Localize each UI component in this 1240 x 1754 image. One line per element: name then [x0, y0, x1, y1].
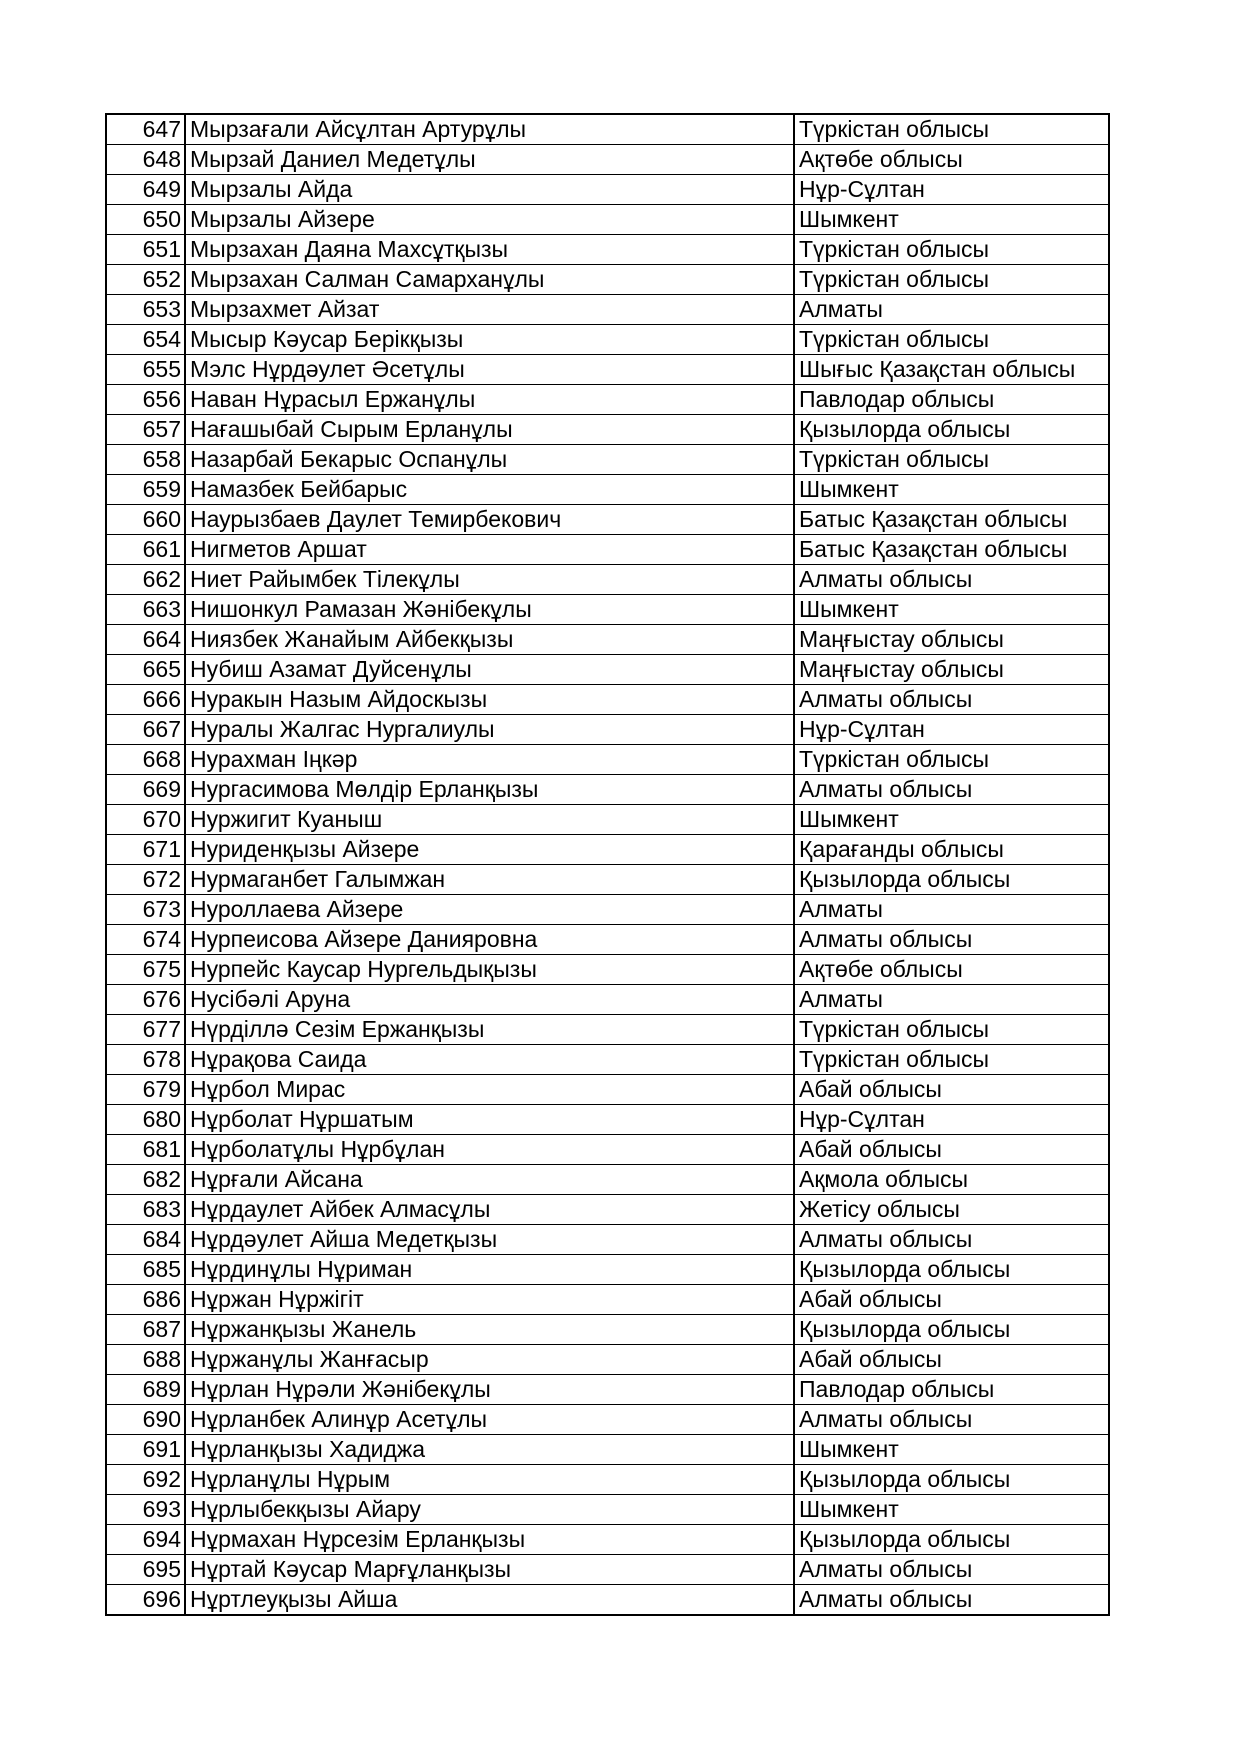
region-cell: Қызылорда облысы — [794, 415, 1109, 445]
row-number-cell: 686 — [106, 1285, 185, 1315]
full-name-cell: Нұрланқызы Хадиджа — [185, 1435, 794, 1465]
roster-table — [105, 113, 1110, 1616]
table-row — [106, 565, 1109, 595]
full-name-cell: Нұрақова Саида — [185, 1045, 794, 1075]
row-number-cell: 673 — [106, 895, 185, 925]
table-row — [106, 295, 1109, 325]
table-row — [106, 1405, 1109, 1435]
table-row — [106, 475, 1109, 505]
full-name-cell: Нуриденқызы Айзере — [185, 835, 794, 865]
region-cell: Нұр-Сұлтан — [794, 175, 1109, 205]
full-name-cell: Нұрдәулет Айша Медетқызы — [185, 1225, 794, 1255]
table-row — [106, 1045, 1109, 1075]
region-cell: Ақмола облысы — [794, 1165, 1109, 1195]
table-row — [106, 955, 1109, 985]
table-row — [106, 415, 1109, 445]
region-cell: Нұр-Сұлтан — [794, 1105, 1109, 1135]
full-name-cell: Нұртай Кәусар Марғұланқызы — [185, 1555, 794, 1585]
row-number-cell: 650 — [106, 205, 185, 235]
table-row — [106, 1015, 1109, 1045]
table-row — [106, 205, 1109, 235]
row-number-cell: 648 — [106, 145, 185, 175]
row-number-cell: 657 — [106, 415, 185, 445]
row-number-cell: 664 — [106, 625, 185, 655]
table-row — [106, 1165, 1109, 1195]
row-number-cell: 652 — [106, 265, 185, 295]
row-number-cell: 656 — [106, 385, 185, 415]
table-row — [106, 1525, 1109, 1555]
full-name-cell: Ниет Райымбек Тілекұлы — [185, 565, 794, 595]
table-row — [106, 775, 1109, 805]
row-number-cell: 676 — [106, 985, 185, 1015]
row-number-cell: 672 — [106, 865, 185, 895]
full-name-cell: Мырзай Даниел Медетұлы — [185, 145, 794, 175]
full-name-cell: Мырзахан Салман Самарханұлы — [185, 265, 794, 295]
region-cell: Түркістан облысы — [794, 445, 1109, 475]
full-name-cell: Мырзалы Айзере — [185, 205, 794, 235]
region-cell: Шымкент — [794, 1495, 1109, 1525]
region-cell: Қызылорда облысы — [794, 1315, 1109, 1345]
region-cell: Шымкент — [794, 1435, 1109, 1465]
full-name-cell: Нұрланұлы Нұрым — [185, 1465, 794, 1495]
region-cell: Түркістан облысы — [794, 1015, 1109, 1045]
full-name-cell: Нигметов Аршат — [185, 535, 794, 565]
table-row — [106, 505, 1109, 535]
table-row — [106, 535, 1109, 565]
row-number-cell: 666 — [106, 685, 185, 715]
row-number-cell: 647 — [106, 114, 185, 145]
row-number-cell: 651 — [106, 235, 185, 265]
table-row — [106, 1135, 1109, 1165]
full-name-cell: Нағашыбай Сырым Ерланұлы — [185, 415, 794, 445]
region-cell: Маңғыстау облысы — [794, 625, 1109, 655]
full-name-cell: Нишонкул Рамазан Жәнібекұлы — [185, 595, 794, 625]
region-cell: Абай облысы — [794, 1285, 1109, 1315]
full-name-cell: Назарбай Бекарыс Оспанұлы — [185, 445, 794, 475]
full-name-cell: Нұрғали Айсана — [185, 1165, 794, 1195]
row-number-cell: 663 — [106, 595, 185, 625]
table-row — [106, 1315, 1109, 1345]
region-cell: Алматы облысы — [794, 925, 1109, 955]
region-cell: Алматы облысы — [794, 1555, 1109, 1585]
full-name-cell: Нұрдинұлы Нұриман — [185, 1255, 794, 1285]
region-cell: Алматы облысы — [794, 1225, 1109, 1255]
full-name-cell: Нұрбол Мирас — [185, 1075, 794, 1105]
region-cell: Павлодар облысы — [794, 385, 1109, 415]
full-name-cell: Мырзалы Айда — [185, 175, 794, 205]
table-row — [106, 1345, 1109, 1375]
full-name-cell: Мырзахмет Айзат — [185, 295, 794, 325]
table-row — [106, 114, 1109, 145]
full-name-cell: Нуракын Назым Айдоскызы — [185, 685, 794, 715]
full-name-cell: Мырзағали Айсұлтан Артурұлы — [185, 114, 794, 145]
region-cell: Батыс Қазақстан облысы — [794, 535, 1109, 565]
row-number-cell: 693 — [106, 1495, 185, 1525]
row-number-cell: 688 — [106, 1345, 185, 1375]
row-number-cell: 675 — [106, 955, 185, 985]
table-row — [106, 625, 1109, 655]
region-cell: Абай облысы — [794, 1345, 1109, 1375]
region-cell: Алматы облысы — [794, 685, 1109, 715]
full-name-cell: Нусібәлі Аруна — [185, 985, 794, 1015]
table-row — [106, 715, 1109, 745]
table-row — [106, 1435, 1109, 1465]
region-cell: Шымкент — [794, 805, 1109, 835]
row-number-cell: 679 — [106, 1075, 185, 1105]
row-number-cell: 658 — [106, 445, 185, 475]
full-name-cell: Нубиш Азамат Дуйсенұлы — [185, 655, 794, 685]
table-row — [106, 1375, 1109, 1405]
row-number-cell: 649 — [106, 175, 185, 205]
full-name-cell: Нурахман Іңкәр — [185, 745, 794, 775]
table-row — [106, 805, 1109, 835]
row-number-cell: 696 — [106, 1585, 185, 1616]
region-cell: Алматы — [794, 895, 1109, 925]
table-row — [106, 1285, 1109, 1315]
region-cell: Түркістан облысы — [794, 265, 1109, 295]
region-cell: Түркістан облысы — [794, 325, 1109, 355]
row-number-cell: 674 — [106, 925, 185, 955]
row-number-cell: 662 — [106, 565, 185, 595]
region-cell: Түркістан облысы — [794, 235, 1109, 265]
row-number-cell: 668 — [106, 745, 185, 775]
region-cell: Қызылорда облысы — [794, 1525, 1109, 1555]
region-cell: Абай облысы — [794, 1075, 1109, 1105]
table-row — [106, 265, 1109, 295]
row-number-cell: 660 — [106, 505, 185, 535]
region-cell: Шымкент — [794, 205, 1109, 235]
row-number-cell: 691 — [106, 1435, 185, 1465]
full-name-cell: Нұрлыбекқызы Айару — [185, 1495, 794, 1525]
region-cell: Шымкент — [794, 475, 1109, 505]
region-cell: Алматы облысы — [794, 1405, 1109, 1435]
region-cell: Қызылорда облысы — [794, 1255, 1109, 1285]
full-name-cell: Наван Нұрасыл Ержанұлы — [185, 385, 794, 415]
row-number-cell: 680 — [106, 1105, 185, 1135]
row-number-cell: 681 — [106, 1135, 185, 1165]
region-cell: Алматы — [794, 295, 1109, 325]
full-name-cell: Нұрмахан Нұрсезім Ерланқызы — [185, 1525, 794, 1555]
full-name-cell: Мырзахан Даяна Махсұтқызы — [185, 235, 794, 265]
row-number-cell: 692 — [106, 1465, 185, 1495]
table-row — [106, 145, 1109, 175]
table-row — [106, 1195, 1109, 1225]
table-row — [106, 1555, 1109, 1585]
full-name-cell: Нуржигит Куаныш — [185, 805, 794, 835]
table-row — [106, 1225, 1109, 1255]
region-cell: Қызылорда облысы — [794, 865, 1109, 895]
region-cell: Алматы — [794, 985, 1109, 1015]
row-number-cell: 695 — [106, 1555, 185, 1585]
table-row — [106, 925, 1109, 955]
region-cell: Алматы облысы — [794, 1585, 1109, 1616]
region-cell: Қарағанды облысы — [794, 835, 1109, 865]
region-cell: Нұр-Сұлтан — [794, 715, 1109, 745]
table-row — [106, 865, 1109, 895]
region-cell: Ақтөбе облысы — [794, 145, 1109, 175]
table-row — [106, 595, 1109, 625]
table-row — [106, 445, 1109, 475]
row-number-cell: 671 — [106, 835, 185, 865]
table-row — [106, 655, 1109, 685]
row-number-cell: 677 — [106, 1015, 185, 1045]
region-cell: Түркістан облысы — [794, 114, 1109, 145]
full-name-cell: Нұрланбек Алинұр Асетұлы — [185, 1405, 794, 1435]
row-number-cell: 654 — [106, 325, 185, 355]
region-cell: Жетісу облысы — [794, 1195, 1109, 1225]
table-row — [106, 1255, 1109, 1285]
row-number-cell: 659 — [106, 475, 185, 505]
region-cell: Павлодар облысы — [794, 1375, 1109, 1405]
row-number-cell: 670 — [106, 805, 185, 835]
full-name-cell: Нуралы Жалгас Нургалиулы — [185, 715, 794, 745]
roster-table-body — [106, 114, 1109, 1615]
region-cell: Түркістан облысы — [794, 1045, 1109, 1075]
row-number-cell: 655 — [106, 355, 185, 385]
row-number-cell: 667 — [106, 715, 185, 745]
table-row — [106, 835, 1109, 865]
full-name-cell: Нұрболатұлы Нұрбұлан — [185, 1135, 794, 1165]
full-name-cell: Намазбек Бейбарыс — [185, 475, 794, 505]
row-number-cell: 690 — [106, 1405, 185, 1435]
region-cell: Ақтөбе облысы — [794, 955, 1109, 985]
table-row — [106, 745, 1109, 775]
row-number-cell: 669 — [106, 775, 185, 805]
full-name-cell: Нұрболат Нұршатым — [185, 1105, 794, 1135]
row-number-cell: 694 — [106, 1525, 185, 1555]
row-number-cell: 653 — [106, 295, 185, 325]
table-row — [106, 175, 1109, 205]
full-name-cell: Нуроллаева Айзере — [185, 895, 794, 925]
table-row — [106, 1585, 1109, 1616]
row-number-cell: 689 — [106, 1375, 185, 1405]
full-name-cell: Нұрдаулет Айбек Алмасұлы — [185, 1195, 794, 1225]
full-name-cell: Нүрділлә Сезім Ержанқызы — [185, 1015, 794, 1045]
region-cell: Қызылорда облысы — [794, 1465, 1109, 1495]
row-number-cell: 687 — [106, 1315, 185, 1345]
row-number-cell: 661 — [106, 535, 185, 565]
region-cell: Шығыс Қазақстан облысы — [794, 355, 1109, 385]
region-cell: Алматы облысы — [794, 775, 1109, 805]
table-row — [106, 1075, 1109, 1105]
region-cell: Батыс Қазақстан облысы — [794, 505, 1109, 535]
full-name-cell: Нұржанқызы Жанель — [185, 1315, 794, 1345]
table-row — [106, 385, 1109, 415]
full-name-cell: Мысыр Кәусар Берікқызы — [185, 325, 794, 355]
table-row — [106, 1465, 1109, 1495]
region-cell: Шымкент — [794, 595, 1109, 625]
table-row — [106, 325, 1109, 355]
full-name-cell: Наурызбаев Даулет Темирбекович — [185, 505, 794, 535]
table-row — [106, 685, 1109, 715]
row-number-cell: 665 — [106, 655, 185, 685]
table-row — [106, 1105, 1109, 1135]
row-number-cell: 682 — [106, 1165, 185, 1195]
full-name-cell: Ниязбек Жанайым Айбекқызы — [185, 625, 794, 655]
table-row — [106, 985, 1109, 1015]
table-row — [106, 235, 1109, 265]
table-row — [106, 895, 1109, 925]
row-number-cell: 685 — [106, 1255, 185, 1285]
table-row — [106, 1495, 1109, 1525]
full-name-cell: Нурпеисова Айзере Данияровна — [185, 925, 794, 955]
table-row — [106, 355, 1109, 385]
region-cell: Маңғыстау облысы — [794, 655, 1109, 685]
row-number-cell: 678 — [106, 1045, 185, 1075]
full-name-cell: Нұрлан Нұрәли Жәнібекұлы — [185, 1375, 794, 1405]
row-number-cell: 683 — [106, 1195, 185, 1225]
region-cell: Түркістан облысы — [794, 745, 1109, 775]
full-name-cell: Нурмаганбет Галымжан — [185, 865, 794, 895]
row-number-cell: 684 — [106, 1225, 185, 1255]
region-cell: Абай облысы — [794, 1135, 1109, 1165]
full-name-cell: Нурпейс Каусар Нургельдықызы — [185, 955, 794, 985]
full-name-cell: Мэлс Нұрдәулет Әсетұлы — [185, 355, 794, 385]
full-name-cell: Нургасимова Мөлдір Ерланқызы — [185, 775, 794, 805]
region-cell: Алматы облысы — [794, 565, 1109, 595]
full-name-cell: Нұржанұлы Жанғасыр — [185, 1345, 794, 1375]
full-name-cell: Нұртлеуқызы Айша — [185, 1585, 794, 1616]
full-name-cell: Нұржан Нұржігіт — [185, 1285, 794, 1315]
